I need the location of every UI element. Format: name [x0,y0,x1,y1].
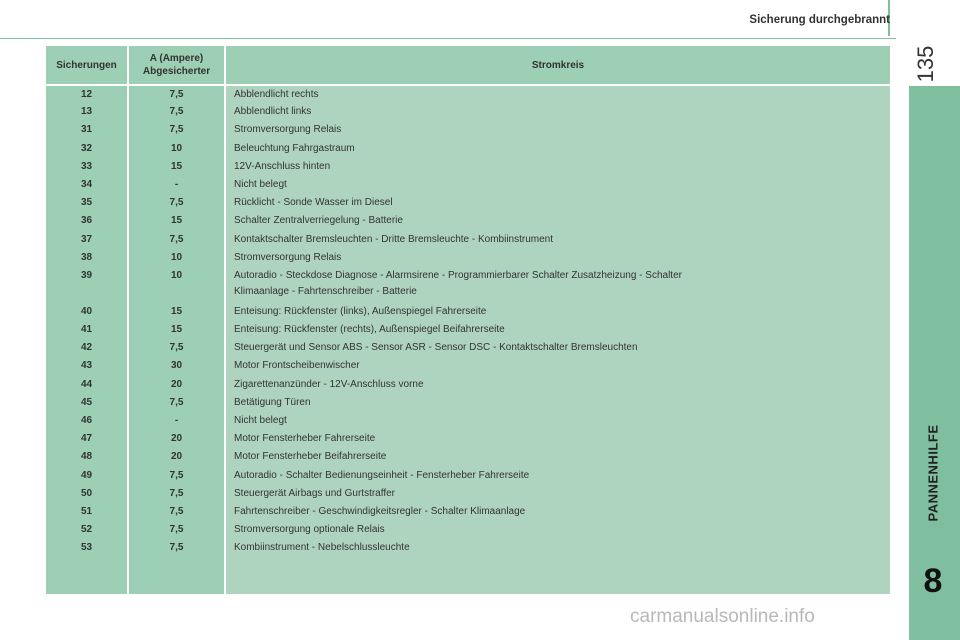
circuit-cell [225,539,890,557]
table-header-row [46,46,890,85]
table-row [46,267,890,303]
fuse-number-cell: 44 [46,376,128,394]
fuse-number-cell: 38 [46,249,128,267]
empty-cell [225,558,890,595]
ampere-cell: 20 [128,376,225,394]
fuse-number-cell: 46 [46,412,128,430]
table-row [46,212,890,230]
circuit-cell [225,249,890,267]
circuit-cell [225,339,890,357]
circuit-cell [225,448,890,466]
fuse-number-cell: 43 [46,357,128,375]
chapter-title [913,383,953,563]
circuit-text: Stromversorgung optionale Relais [234,524,385,536]
table-row [46,503,890,521]
table-row [46,303,890,321]
ampere-cell: 20 [128,448,225,466]
page-number: 135 [913,45,938,83]
circuit-text: Enteisung: Rückfenster (links), Außenspiegel Fahrerseite [234,305,487,317]
column-header-ampere [128,46,225,85]
fuse-number-cell: 40 [46,303,128,321]
table-row [46,448,890,466]
ampere-cell: 7,5 [128,394,225,412]
circuit-text: Stromversorgung Relais [234,124,342,136]
ampere-cell: 15 [128,321,225,339]
table-row [46,412,890,430]
section-title: Sicherung durchgebrannt [749,14,890,26]
table-row [46,249,890,267]
circuit-cell [225,503,890,521]
circuit-cell [225,85,890,103]
fuse-number-cell: 45 [46,394,128,412]
ampere-cell: 10 [128,249,225,267]
table-row [46,357,890,375]
ampere-cell: 7,5 [128,485,225,503]
table-row [46,140,890,158]
circuit-text: Kontaktschalter Bremsleuchten - Dritte Bremsleuchte - Kombiinstrument [234,233,554,245]
fuse-number-cell: 41 [46,321,128,339]
table-row [46,394,890,412]
chapter-title-text: PANNENHILFE [925,424,941,522]
empty-cell [128,558,225,595]
circuit-text: Motor Frontscheibenwischer [234,360,360,372]
circuit-text: Motor Fensterheber Fahrerseite [234,433,376,445]
chapter-number: 8 [923,562,943,600]
fuse-number-cell: 37 [46,231,128,249]
ampere-cell: 7,5 [128,103,225,121]
table-row [46,103,890,121]
ampere-header-text: A (Ampere) Abgesicherter [142,53,211,77]
circuit-text: Autoradio - Schalter Bedienungseinheit - Fensterheber Fahrerseite [234,469,530,481]
table-row [46,85,890,103]
fuse-number-cell: 33 [46,158,128,176]
table-row [46,231,890,249]
circuit-cell [225,267,890,303]
ampere-cell: 7,5 [128,521,225,539]
circuit-text: Steuergerät und Sensor ABS - Sensor ASR - Sensor DSC - Kontaktschalter Bremsleuchten [234,342,638,354]
circuit-text: Zigarettenanzünder - 12V-Anschluss vorne [234,378,424,390]
ampere-cell: 7,5 [128,339,225,357]
circuit-text: Steuergerät Airbags und Gurtstraffer [234,487,396,499]
column-header-circuit: Stromkreis [225,46,890,85]
circuit-text: 12V-Anschluss hinten [234,160,331,172]
ampere-cell: 7,5 [128,231,225,249]
header-divider [0,38,896,39]
fuse-number-cell: 32 [46,140,128,158]
ampere-cell: 30 [128,357,225,375]
fuse-number-cell: 50 [46,485,128,503]
table-row [46,467,890,485]
table-row [46,376,890,394]
circuit-text: Abblendlicht links [234,106,312,118]
fuse-table [46,46,890,594]
fuse-number-cell: 47 [46,430,128,448]
ampere-cell: 15 [128,158,225,176]
circuit-cell [225,158,890,176]
circuit-text: Fahrtenschreiber - Geschwindigkeitsregler - Schalter Klimaanlage [234,505,526,517]
circuit-text: Betätigung Türen [234,396,311,408]
table-row [46,485,890,503]
circuit-cell [225,357,890,375]
table-row [46,321,890,339]
fuse-number-cell: 12 [46,85,128,103]
circuit-text: Motor Fensterheber Beifahrerseite [234,451,387,463]
circuit-text: Nicht belegt [234,178,287,190]
circuit-text: Rücklicht - Sonde Wasser im Diesel [234,197,393,209]
table-row [46,539,890,557]
circuit-cell [225,303,890,321]
circuit-cell [225,430,890,448]
circuit-cell [225,212,890,230]
fuse-number-cell: 35 [46,194,128,212]
ampere-cell: 10 [128,267,225,303]
column-header-fuse: Sicherungen [46,46,128,85]
circuit-cell [225,376,890,394]
ampere-cell: 7,5 [128,121,225,139]
circuit-cell [225,521,890,539]
circuit-cell [225,467,890,485]
table-row [46,121,890,139]
fuse-number-cell: 48 [46,448,128,466]
table-row [46,521,890,539]
circuit-cell [225,176,890,194]
circuit-cell [225,194,890,212]
circuit-cell [225,321,890,339]
fuse-number-cell: 13 [46,103,128,121]
ampere-cell: 15 [128,303,225,321]
circuit-text: Abblendlicht rechts [234,89,319,100]
circuit-text-continued: Klimaanlage - Fahrtenschreiber - Batterie [234,285,417,297]
table-body [46,85,890,594]
circuit-cell [225,394,890,412]
ampere-cell: 7,5 [128,194,225,212]
circuit-text: Kombiinstrument - Nebelschlussleuchte [234,542,410,554]
fuse-number-cell: 31 [46,121,128,139]
ampere-cell: 15 [128,212,225,230]
fuse-number-cell: 34 [46,176,128,194]
circuit-cell [225,140,890,158]
fuse-number-cell: 36 [46,212,128,230]
ampere-cell: - [128,412,225,430]
fuse-number-cell: 53 [46,539,128,557]
ampere-cell: 10 [128,140,225,158]
fuse-number-cell: 52 [46,521,128,539]
circuit-cell [225,231,890,249]
circuit-text: Beleuchtung Fahrgastraum [234,142,355,154]
table-row [46,430,890,448]
circuit-text: Autoradio - Steckdose Diagnose - Alarmsirene - Programmierbarer Schalter Zusatzheizung - Schalter [234,269,682,281]
ampere-cell: 20 [128,430,225,448]
table-row [46,339,890,357]
table-row [46,194,890,212]
ampere-cell: 7,5 [128,85,225,103]
circuit-text: Enteisung: Rückfenster (rechts), Außenspiegel Beifahrerseite [234,324,505,336]
circuit-cell [225,121,890,139]
ampere-cell: 7,5 [128,503,225,521]
fuse-number-cell: 49 [46,467,128,485]
table-row [46,176,890,194]
circuit-text: Stromversorgung Relais [234,251,342,263]
ampere-cell: 7,5 [128,539,225,557]
empty-cell [46,558,128,595]
circuit-cell [225,485,890,503]
fuse-number-cell: 51 [46,503,128,521]
fuse-number-cell: 39 [46,267,128,303]
ampere-cell: 7,5 [128,467,225,485]
ampere-cell: - [128,176,225,194]
circuit-cell [225,412,890,430]
circuit-text: Nicht belegt [234,415,287,426]
watermark: carmanualsonline.info [630,606,815,627]
circuit-text: Schalter Zentralverriegelung - Batterie [234,215,403,227]
circuit-cell [225,103,890,121]
table-row [46,158,890,176]
table-filler-row [46,558,890,595]
fuse-number-cell: 42 [46,339,128,357]
